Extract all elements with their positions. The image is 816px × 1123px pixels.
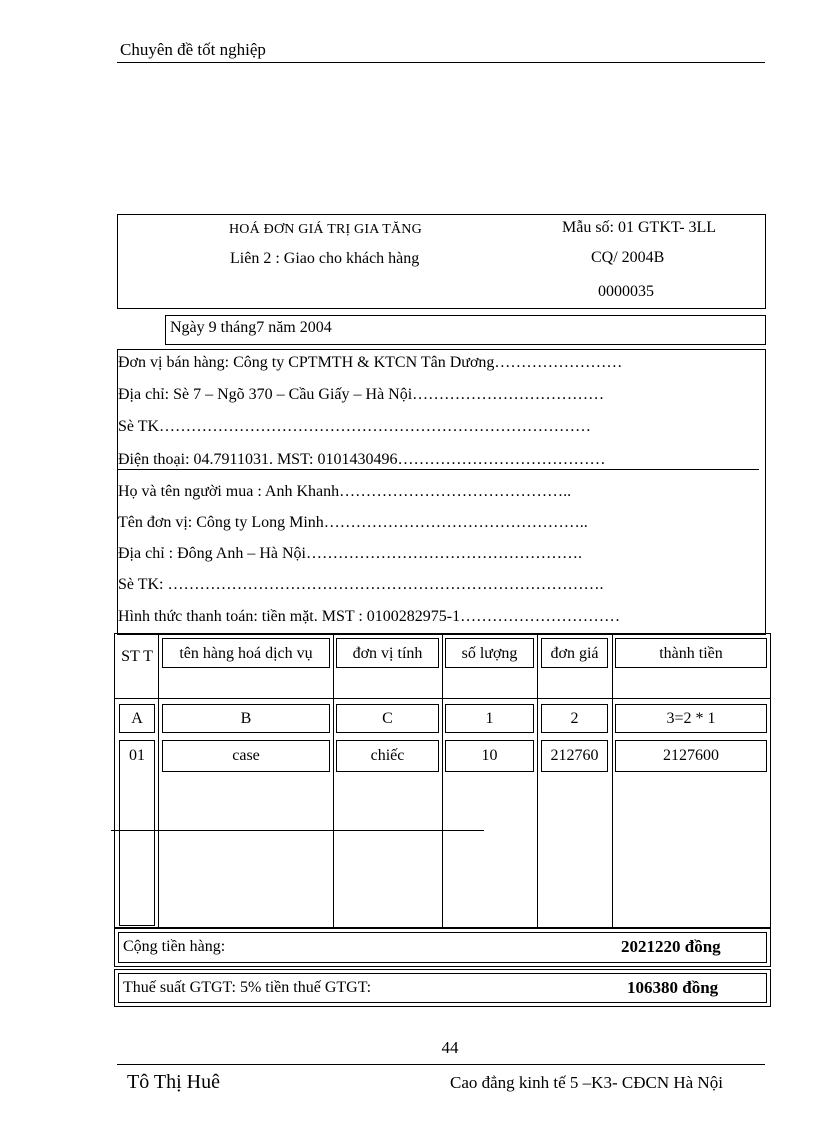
header-divider — [117, 62, 765, 63]
vat-total-row — [118, 973, 767, 1003]
table-cell-stt: 01 — [119, 740, 155, 926]
footer-author: Tô Thị Huê — [127, 1071, 220, 1093]
table-header-goods-name: tên hàng hoá dịch vụ — [162, 638, 330, 668]
seller-name: Đơn vị bán hàng: Công ty CPTMTH & KTCN Tân Dương…………………… — [118, 354, 623, 371]
table-header-unit-price: đơn giá — [541, 638, 608, 668]
party-info-box — [117, 349, 766, 635]
footer-school: Cao đẳng kinh tế 5 –K3- CĐCN Hà Nội — [450, 1073, 723, 1092]
goods-total-box — [114, 928, 771, 967]
stray-divider-line — [111, 830, 484, 831]
column-divider — [537, 634, 538, 927]
column-divider — [442, 634, 443, 927]
table-cell-unit: chiếc — [336, 740, 439, 772]
table-index-cell: A — [119, 704, 155, 733]
page-number: 44 — [441, 1038, 459, 1057]
table-cell-amount: 2127600 — [615, 740, 767, 772]
seller-account: Sè TK……………………………………………………………………… — [118, 418, 592, 435]
table-cell-goods-name: case — [162, 740, 330, 772]
table-index-cell: 1 — [445, 704, 534, 733]
goods-total-row — [118, 932, 767, 963]
table-header-unit: đơn vị tính — [336, 638, 439, 668]
invoice-title: HOÁ ĐƠN GIÁ TRỊ GIA TĂNG — [229, 222, 422, 237]
vat-total-box — [114, 969, 771, 1007]
seller-phone: Điện thoại: 04.7911031. MST: 0101430496………………………………… — [118, 451, 606, 468]
seller-address: Địa chỉ: Sè 7 – Ngõ 370 – Cầu Giấy – Hà Nội……………………………… — [118, 386, 605, 403]
goods-total-label: Cộng tiền hàng: — [123, 938, 226, 955]
column-divider — [333, 634, 334, 927]
invoice-title-box — [117, 214, 766, 309]
invoice-copy-label: Liên 2 : Giao cho khách hàng — [230, 250, 420, 267]
invoice-date: Ngày 9 tháng7 năm 2004 — [165, 315, 766, 345]
goods-total-amount: 2021220 đồng — [621, 937, 721, 956]
column-divider — [612, 634, 613, 927]
vat-label: Thuế suất GTGT: 5% tiền thuế GTGT: — [123, 979, 372, 996]
header-title: Chuyên đề tốt nghiệp — [120, 40, 266, 59]
table-header-quantity: số lượng — [445, 638, 534, 668]
invoice-series: CQ/ 2004B — [591, 249, 665, 266]
table-cell-quantity: 10 — [445, 740, 534, 772]
table-index-cell: B — [162, 704, 330, 733]
info-divider — [117, 469, 759, 470]
table-cell-unit-price: 212760 — [541, 740, 608, 772]
table-header-amount: thành tiền — [615, 638, 767, 668]
vat-amount: 106380 đồng — [627, 978, 719, 997]
buyer-address: Địa chỉ : Đông Anh – Hà Nội……………………………………………. — [118, 545, 582, 562]
form-number: Mẫu số: 01 GTKT- 3LL — [562, 219, 717, 236]
row-divider — [115, 698, 770, 699]
invoice-number: 0000035 — [598, 283, 654, 300]
table-header-stt: ST T — [121, 648, 153, 665]
buyer-account: Sè TK: ………………………………………………………………………. — [118, 576, 604, 593]
goods-table — [114, 633, 771, 928]
table-index-cell: 2 — [541, 704, 608, 733]
table-index-cell: 3=2 * 1 — [615, 704, 767, 733]
footer-divider — [117, 1064, 765, 1065]
buyer-name: Họ và tên người mua : Anh Khanh…………………………………….. — [118, 483, 572, 500]
buyer-company: Tên đơn vị: Công ty Long Minh………………………………………….. — [118, 514, 588, 531]
table-index-cell: C — [336, 704, 439, 733]
payment-method: Hình thức thanh toán: tiền mặt. MST : 0100282975-1………………………… — [118, 608, 621, 625]
column-divider — [158, 634, 159, 927]
